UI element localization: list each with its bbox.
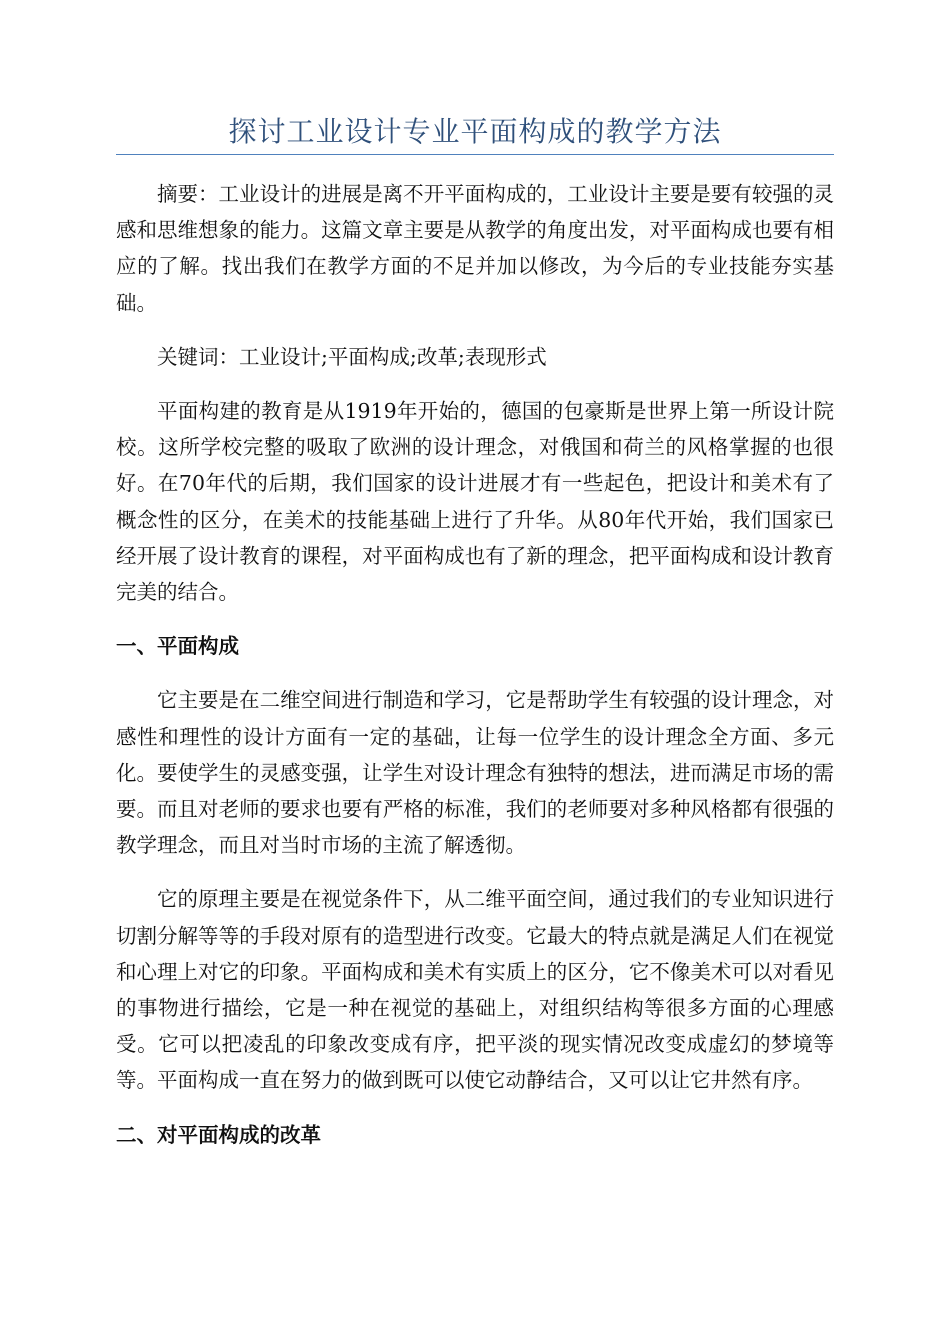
section-1-heading: 一、平面构成 (116, 634, 239, 659)
document-title: 探讨工业设计专业平面构成的教学方法 (228, 115, 722, 148)
intro-paragraph: 平面构建的教育是从1919年开始的，德国的包豪斯是世界上第一所设计院校。这所学校完整的吸取了欧洲的设计理念，对俄国和荷兰的风格掌握的也很好。在70年代的后期，我们国家的设计进展才有一些起色，把设计和美术有了概念性的区分，在美术的技能基础上进行了升华。从80年代开始，我们国家已经开展了设计教育的课程，对平面构成也有了新的理念，把平面构成和设计教育完美的结合。 (116, 399, 834, 605)
title-underline (116, 154, 834, 155)
section-1-paragraph-1: 它主要是在二维空间进行制造和学习，它是帮助学生有较强的设计理念，对感性和理性的设计方面有一定的基础，让每一位学生的设计理念全方面、多元化。要使学生的灵感变强，让学生对设计理念有独特的想法，进而满足市场的需要。而且对老师的要求也要有严格的标准，我们的老师要对多种风格都有很强的教学理念，而且对当时市场的主流了解透彻。 (116, 688, 834, 858)
abstract-paragraph: 摘要：工业设计的进展是离不开平面构成的，工业设计主要是要有较强的灵感和思维想象的能力。这篇文章主要是从教学的角度出发，对平面构成也要有相应的了解。找出我们在教学方面的不足并加以修改，为今后的专业技能夯实基础。 (116, 182, 834, 315)
section-1-paragraph-2: 它的原理主要是在视觉条件下，从二维平面空间，通过我们的专业知识进行切割分解等等的手段对原有的造型进行改变。它最大的特点就是满足人们在视觉和心理上对它的印象。平面构成和美术有实质上的区分，它不像美术可以对看见的事物进行描绘，它是一种在视觉的基础上，对组织结构等很多方面的心理感受。它可以把凌乱的印象改变成有序，把平淡的现实情况改变成虚幻的梦境等等。平面构成一直在努力的做到既可以使它动静结合，又可以让它井然有序。 (116, 887, 834, 1093)
document-body (116, 176, 834, 1171)
keywords-paragraph: 关键词：工业设计;平面构成;改革;表现形式 (157, 344, 547, 369)
section-2-heading: 二、对平面构成的改革 (116, 1122, 321, 1147)
